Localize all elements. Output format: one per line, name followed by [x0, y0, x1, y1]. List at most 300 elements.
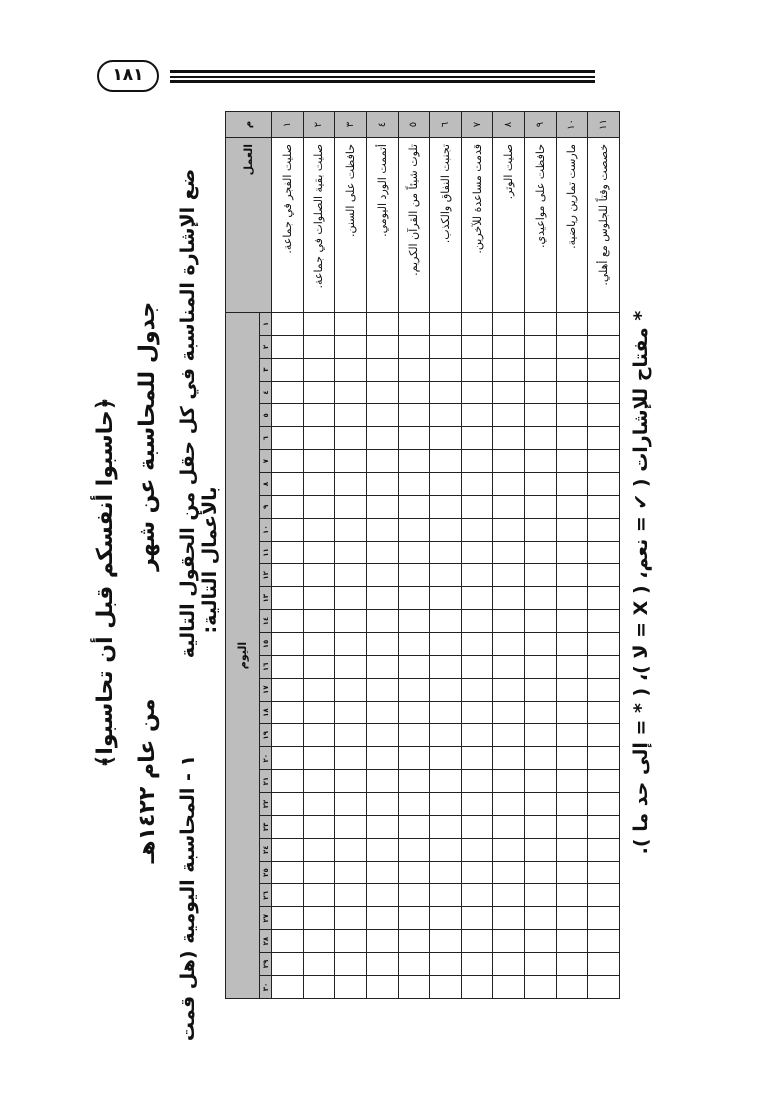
day-cell[interactable]	[556, 587, 588, 610]
day-cell[interactable]	[430, 975, 462, 998]
day-cell[interactable]	[430, 930, 462, 953]
day-cell[interactable]	[366, 450, 398, 473]
day-cell[interactable]	[272, 564, 304, 587]
day-cell[interactable]	[588, 770, 620, 793]
day-cell[interactable]	[556, 518, 588, 541]
day-cell[interactable]	[461, 427, 493, 450]
day-cell[interactable]	[335, 358, 367, 381]
day-cell[interactable]	[272, 450, 304, 473]
day-cell[interactable]	[335, 633, 367, 656]
day-cell[interactable]	[525, 793, 557, 816]
day-cell[interactable]	[398, 953, 430, 976]
day-cell[interactable]	[272, 655, 304, 678]
day-cell[interactable]	[272, 358, 304, 381]
day-cell[interactable]	[303, 861, 335, 884]
day-cell[interactable]	[398, 861, 430, 884]
day-cell[interactable]	[493, 678, 525, 701]
day-cell[interactable]	[493, 953, 525, 976]
day-cell[interactable]	[525, 633, 557, 656]
day-cell[interactable]	[366, 953, 398, 976]
day-cell[interactable]	[430, 381, 462, 404]
day-cell[interactable]	[366, 518, 398, 541]
day-cell[interactable]	[335, 610, 367, 633]
day-cell[interactable]	[525, 701, 557, 724]
day-cell[interactable]	[430, 861, 462, 884]
day-cell[interactable]	[303, 427, 335, 450]
day-cell[interactable]	[525, 655, 557, 678]
day-cell[interactable]	[430, 907, 462, 930]
day-cell[interactable]	[366, 381, 398, 404]
day-cell[interactable]	[335, 427, 367, 450]
day-cell[interactable]	[272, 541, 304, 564]
day-cell[interactable]	[398, 793, 430, 816]
day-cell[interactable]	[493, 450, 525, 473]
day-cell[interactable]	[588, 381, 620, 404]
day-cell[interactable]	[430, 404, 462, 427]
day-cell[interactable]	[588, 473, 620, 496]
day-cell[interactable]	[588, 633, 620, 656]
day-cell[interactable]	[335, 861, 367, 884]
day-cell[interactable]	[493, 313, 525, 336]
day-cell[interactable]	[556, 610, 588, 633]
day-cell[interactable]	[272, 495, 304, 518]
day-cell[interactable]	[430, 678, 462, 701]
day-cell[interactable]	[493, 793, 525, 816]
day-cell[interactable]	[272, 724, 304, 747]
day-cell[interactable]	[461, 975, 493, 998]
day-cell[interactable]	[366, 495, 398, 518]
day-cell[interactable]	[556, 541, 588, 564]
day-cell[interactable]	[366, 564, 398, 587]
day-cell[interactable]	[556, 953, 588, 976]
day-cell[interactable]	[556, 884, 588, 907]
day-cell[interactable]	[335, 655, 367, 678]
day-cell[interactable]	[303, 450, 335, 473]
day-cell[interactable]	[493, 815, 525, 838]
day-cell[interactable]	[461, 907, 493, 930]
day-cell[interactable]	[588, 975, 620, 998]
day-cell[interactable]	[556, 678, 588, 701]
day-cell[interactable]	[461, 541, 493, 564]
day-cell[interactable]	[366, 473, 398, 496]
day-cell[interactable]	[272, 701, 304, 724]
day-cell[interactable]	[525, 884, 557, 907]
day-cell[interactable]	[525, 564, 557, 587]
day-cell[interactable]	[272, 953, 304, 976]
day-cell[interactable]	[366, 815, 398, 838]
day-cell[interactable]	[461, 404, 493, 427]
day-cell[interactable]	[430, 450, 462, 473]
day-cell[interactable]	[303, 335, 335, 358]
day-cell[interactable]	[366, 335, 398, 358]
day-cell[interactable]	[366, 907, 398, 930]
day-cell[interactable]	[272, 404, 304, 427]
day-cell[interactable]	[588, 404, 620, 427]
day-cell[interactable]	[430, 747, 462, 770]
day-cell[interactable]	[461, 335, 493, 358]
day-cell[interactable]	[272, 610, 304, 633]
day-cell[interactable]	[588, 724, 620, 747]
day-cell[interactable]	[461, 861, 493, 884]
day-cell[interactable]	[588, 541, 620, 564]
day-cell[interactable]	[335, 404, 367, 427]
day-cell[interactable]	[588, 884, 620, 907]
day-cell[interactable]	[366, 724, 398, 747]
day-cell[interactable]	[430, 610, 462, 633]
day-cell[interactable]	[398, 518, 430, 541]
day-cell[interactable]	[525, 838, 557, 861]
day-cell[interactable]	[525, 610, 557, 633]
day-cell[interactable]	[272, 633, 304, 656]
day-cell[interactable]	[398, 404, 430, 427]
day-cell[interactable]	[398, 587, 430, 610]
day-cell[interactable]	[461, 450, 493, 473]
day-cell[interactable]	[461, 884, 493, 907]
day-cell[interactable]	[303, 541, 335, 564]
day-cell[interactable]	[525, 770, 557, 793]
day-cell[interactable]	[366, 404, 398, 427]
day-cell[interactable]	[272, 518, 304, 541]
day-cell[interactable]	[303, 678, 335, 701]
day-cell[interactable]	[366, 701, 398, 724]
day-cell[interactable]	[398, 335, 430, 358]
day-cell[interactable]	[525, 381, 557, 404]
day-cell[interactable]	[398, 358, 430, 381]
day-cell[interactable]	[366, 610, 398, 633]
day-cell[interactable]	[303, 793, 335, 816]
day-cell[interactable]	[366, 838, 398, 861]
day-cell[interactable]	[398, 770, 430, 793]
day-cell[interactable]	[525, 518, 557, 541]
day-cell[interactable]	[525, 473, 557, 496]
day-cell[interactable]	[493, 907, 525, 930]
day-cell[interactable]	[461, 381, 493, 404]
day-cell[interactable]	[398, 975, 430, 998]
day-cell[interactable]	[366, 747, 398, 770]
day-cell[interactable]	[398, 541, 430, 564]
day-cell[interactable]	[556, 975, 588, 998]
day-cell[interactable]	[303, 724, 335, 747]
day-cell[interactable]	[303, 610, 335, 633]
day-cell[interactable]	[430, 358, 462, 381]
day-cell[interactable]	[398, 381, 430, 404]
day-cell[interactable]	[430, 541, 462, 564]
day-cell[interactable]	[588, 587, 620, 610]
day-cell[interactable]	[430, 724, 462, 747]
day-cell[interactable]	[366, 633, 398, 656]
day-cell[interactable]	[588, 678, 620, 701]
day-cell[interactable]	[303, 930, 335, 953]
day-cell[interactable]	[303, 907, 335, 930]
day-cell[interactable]	[556, 404, 588, 427]
day-cell[interactable]	[588, 518, 620, 541]
day-cell[interactable]	[335, 450, 367, 473]
day-cell[interactable]	[430, 770, 462, 793]
day-cell[interactable]	[335, 770, 367, 793]
day-cell[interactable]	[556, 838, 588, 861]
day-cell[interactable]	[525, 587, 557, 610]
day-cell[interactable]	[556, 907, 588, 930]
day-cell[interactable]	[525, 724, 557, 747]
day-cell[interactable]	[272, 587, 304, 610]
day-cell[interactable]	[303, 747, 335, 770]
day-cell[interactable]	[335, 793, 367, 816]
day-cell[interactable]	[461, 678, 493, 701]
day-cell[interactable]	[588, 838, 620, 861]
day-cell[interactable]	[398, 427, 430, 450]
day-cell[interactable]	[556, 313, 588, 336]
day-cell[interactable]	[303, 770, 335, 793]
day-cell[interactable]	[303, 701, 335, 724]
day-cell[interactable]	[430, 953, 462, 976]
day-cell[interactable]	[430, 815, 462, 838]
day-cell[interactable]	[366, 427, 398, 450]
day-cell[interactable]	[556, 335, 588, 358]
day-cell[interactable]	[461, 633, 493, 656]
day-cell[interactable]	[525, 335, 557, 358]
day-cell[interactable]	[556, 655, 588, 678]
day-cell[interactable]	[303, 975, 335, 998]
day-cell[interactable]	[398, 930, 430, 953]
day-cell[interactable]	[461, 587, 493, 610]
day-cell[interactable]	[588, 907, 620, 930]
day-cell[interactable]	[493, 884, 525, 907]
day-cell[interactable]	[398, 655, 430, 678]
day-cell[interactable]	[588, 450, 620, 473]
day-cell[interactable]	[461, 838, 493, 861]
day-cell[interactable]	[493, 495, 525, 518]
day-cell[interactable]	[430, 587, 462, 610]
day-cell[interactable]	[303, 815, 335, 838]
day-cell[interactable]	[461, 495, 493, 518]
day-cell[interactable]	[335, 518, 367, 541]
day-cell[interactable]	[398, 313, 430, 336]
day-cell[interactable]	[335, 975, 367, 998]
day-cell[interactable]	[335, 541, 367, 564]
day-cell[interactable]	[398, 450, 430, 473]
day-cell[interactable]	[366, 975, 398, 998]
day-cell[interactable]	[272, 861, 304, 884]
day-cell[interactable]	[556, 861, 588, 884]
day-cell[interactable]	[493, 564, 525, 587]
day-cell[interactable]	[525, 541, 557, 564]
day-cell[interactable]	[430, 838, 462, 861]
day-cell[interactable]	[366, 861, 398, 884]
day-cell[interactable]	[272, 335, 304, 358]
day-cell[interactable]	[366, 541, 398, 564]
day-cell[interactable]	[272, 313, 304, 336]
day-cell[interactable]	[588, 930, 620, 953]
day-cell[interactable]	[461, 953, 493, 976]
day-cell[interactable]	[272, 930, 304, 953]
day-cell[interactable]	[398, 884, 430, 907]
day-cell[interactable]	[366, 313, 398, 336]
day-cell[interactable]	[398, 815, 430, 838]
day-cell[interactable]	[272, 907, 304, 930]
day-cell[interactable]	[430, 884, 462, 907]
day-cell[interactable]	[430, 335, 462, 358]
day-cell[interactable]	[556, 930, 588, 953]
day-cell[interactable]	[303, 587, 335, 610]
day-cell[interactable]	[366, 655, 398, 678]
day-cell[interactable]	[430, 427, 462, 450]
day-cell[interactable]	[335, 724, 367, 747]
day-cell[interactable]	[398, 838, 430, 861]
day-cell[interactable]	[461, 701, 493, 724]
day-cell[interactable]	[461, 793, 493, 816]
day-cell[interactable]	[335, 815, 367, 838]
day-cell[interactable]	[272, 747, 304, 770]
day-cell[interactable]	[398, 701, 430, 724]
day-cell[interactable]	[461, 313, 493, 336]
day-cell[interactable]	[588, 655, 620, 678]
day-cell[interactable]	[366, 770, 398, 793]
day-cell[interactable]	[588, 358, 620, 381]
day-cell[interactable]	[556, 381, 588, 404]
day-cell[interactable]	[272, 770, 304, 793]
day-cell[interactable]	[525, 427, 557, 450]
day-cell[interactable]	[493, 473, 525, 496]
day-cell[interactable]	[493, 861, 525, 884]
day-cell[interactable]	[493, 930, 525, 953]
day-cell[interactable]	[398, 907, 430, 930]
day-cell[interactable]	[588, 427, 620, 450]
day-cell[interactable]	[430, 633, 462, 656]
day-cell[interactable]	[493, 633, 525, 656]
day-cell[interactable]	[461, 655, 493, 678]
day-cell[interactable]	[525, 358, 557, 381]
day-cell[interactable]	[525, 815, 557, 838]
day-cell[interactable]	[525, 313, 557, 336]
day-cell[interactable]	[303, 953, 335, 976]
day-cell[interactable]	[398, 564, 430, 587]
day-cell[interactable]	[272, 473, 304, 496]
day-cell[interactable]	[272, 975, 304, 998]
day-cell[interactable]	[588, 495, 620, 518]
day-cell[interactable]	[303, 381, 335, 404]
day-cell[interactable]	[303, 655, 335, 678]
day-cell[interactable]	[588, 335, 620, 358]
day-cell[interactable]	[493, 335, 525, 358]
day-cell[interactable]	[525, 907, 557, 930]
day-cell[interactable]	[588, 861, 620, 884]
day-cell[interactable]	[366, 358, 398, 381]
day-cell[interactable]	[493, 838, 525, 861]
day-cell[interactable]	[398, 747, 430, 770]
day-cell[interactable]	[430, 564, 462, 587]
day-cell[interactable]	[588, 815, 620, 838]
day-cell[interactable]	[366, 884, 398, 907]
day-cell[interactable]	[272, 427, 304, 450]
day-cell[interactable]	[335, 747, 367, 770]
day-cell[interactable]	[272, 815, 304, 838]
day-cell[interactable]	[303, 838, 335, 861]
day-cell[interactable]	[556, 724, 588, 747]
day-cell[interactable]	[303, 495, 335, 518]
day-cell[interactable]	[493, 427, 525, 450]
day-cell[interactable]	[272, 678, 304, 701]
day-cell[interactable]	[398, 610, 430, 633]
day-cell[interactable]	[335, 884, 367, 907]
day-cell[interactable]	[525, 861, 557, 884]
day-cell[interactable]	[430, 518, 462, 541]
day-cell[interactable]	[493, 770, 525, 793]
day-cell[interactable]	[493, 610, 525, 633]
day-cell[interactable]	[272, 838, 304, 861]
day-cell[interactable]	[588, 953, 620, 976]
day-cell[interactable]	[335, 701, 367, 724]
day-cell[interactable]	[430, 655, 462, 678]
day-cell[interactable]	[525, 953, 557, 976]
day-cell[interactable]	[493, 358, 525, 381]
day-cell[interactable]	[303, 564, 335, 587]
day-cell[interactable]	[303, 313, 335, 336]
day-cell[interactable]	[366, 587, 398, 610]
day-cell[interactable]	[398, 633, 430, 656]
day-cell[interactable]	[556, 701, 588, 724]
day-cell[interactable]	[588, 793, 620, 816]
day-cell[interactable]	[556, 747, 588, 770]
day-cell[interactable]	[461, 564, 493, 587]
day-cell[interactable]	[366, 930, 398, 953]
day-cell[interactable]	[335, 495, 367, 518]
day-cell[interactable]	[493, 541, 525, 564]
day-cell[interactable]	[493, 404, 525, 427]
day-cell[interactable]	[303, 884, 335, 907]
day-cell[interactable]	[303, 404, 335, 427]
day-cell[interactable]	[588, 610, 620, 633]
day-cell[interactable]	[430, 313, 462, 336]
day-cell[interactable]	[398, 473, 430, 496]
day-cell[interactable]	[335, 930, 367, 953]
day-cell[interactable]	[556, 793, 588, 816]
day-cell[interactable]	[493, 975, 525, 998]
day-cell[interactable]	[398, 724, 430, 747]
day-cell[interactable]	[525, 450, 557, 473]
day-cell[interactable]	[430, 793, 462, 816]
day-cell[interactable]	[335, 313, 367, 336]
day-cell[interactable]	[430, 495, 462, 518]
day-cell[interactable]	[525, 495, 557, 518]
day-cell[interactable]	[588, 701, 620, 724]
day-cell[interactable]	[461, 473, 493, 496]
day-cell[interactable]	[461, 930, 493, 953]
day-cell[interactable]	[335, 381, 367, 404]
day-cell[interactable]	[303, 358, 335, 381]
day-cell[interactable]	[335, 907, 367, 930]
day-cell[interactable]	[461, 358, 493, 381]
day-cell[interactable]	[493, 701, 525, 724]
day-cell[interactable]	[303, 518, 335, 541]
day-cell[interactable]	[272, 884, 304, 907]
day-cell[interactable]	[525, 747, 557, 770]
day-cell[interactable]	[430, 701, 462, 724]
day-cell[interactable]	[461, 815, 493, 838]
day-cell[interactable]	[556, 564, 588, 587]
day-cell[interactable]	[335, 587, 367, 610]
day-cell[interactable]	[366, 793, 398, 816]
day-cell[interactable]	[556, 358, 588, 381]
day-cell[interactable]	[525, 930, 557, 953]
day-cell[interactable]	[556, 473, 588, 496]
day-cell[interactable]	[335, 838, 367, 861]
day-cell[interactable]	[335, 335, 367, 358]
day-cell[interactable]	[303, 473, 335, 496]
day-cell[interactable]	[493, 381, 525, 404]
day-cell[interactable]	[525, 404, 557, 427]
day-cell[interactable]	[588, 747, 620, 770]
day-cell[interactable]	[461, 518, 493, 541]
